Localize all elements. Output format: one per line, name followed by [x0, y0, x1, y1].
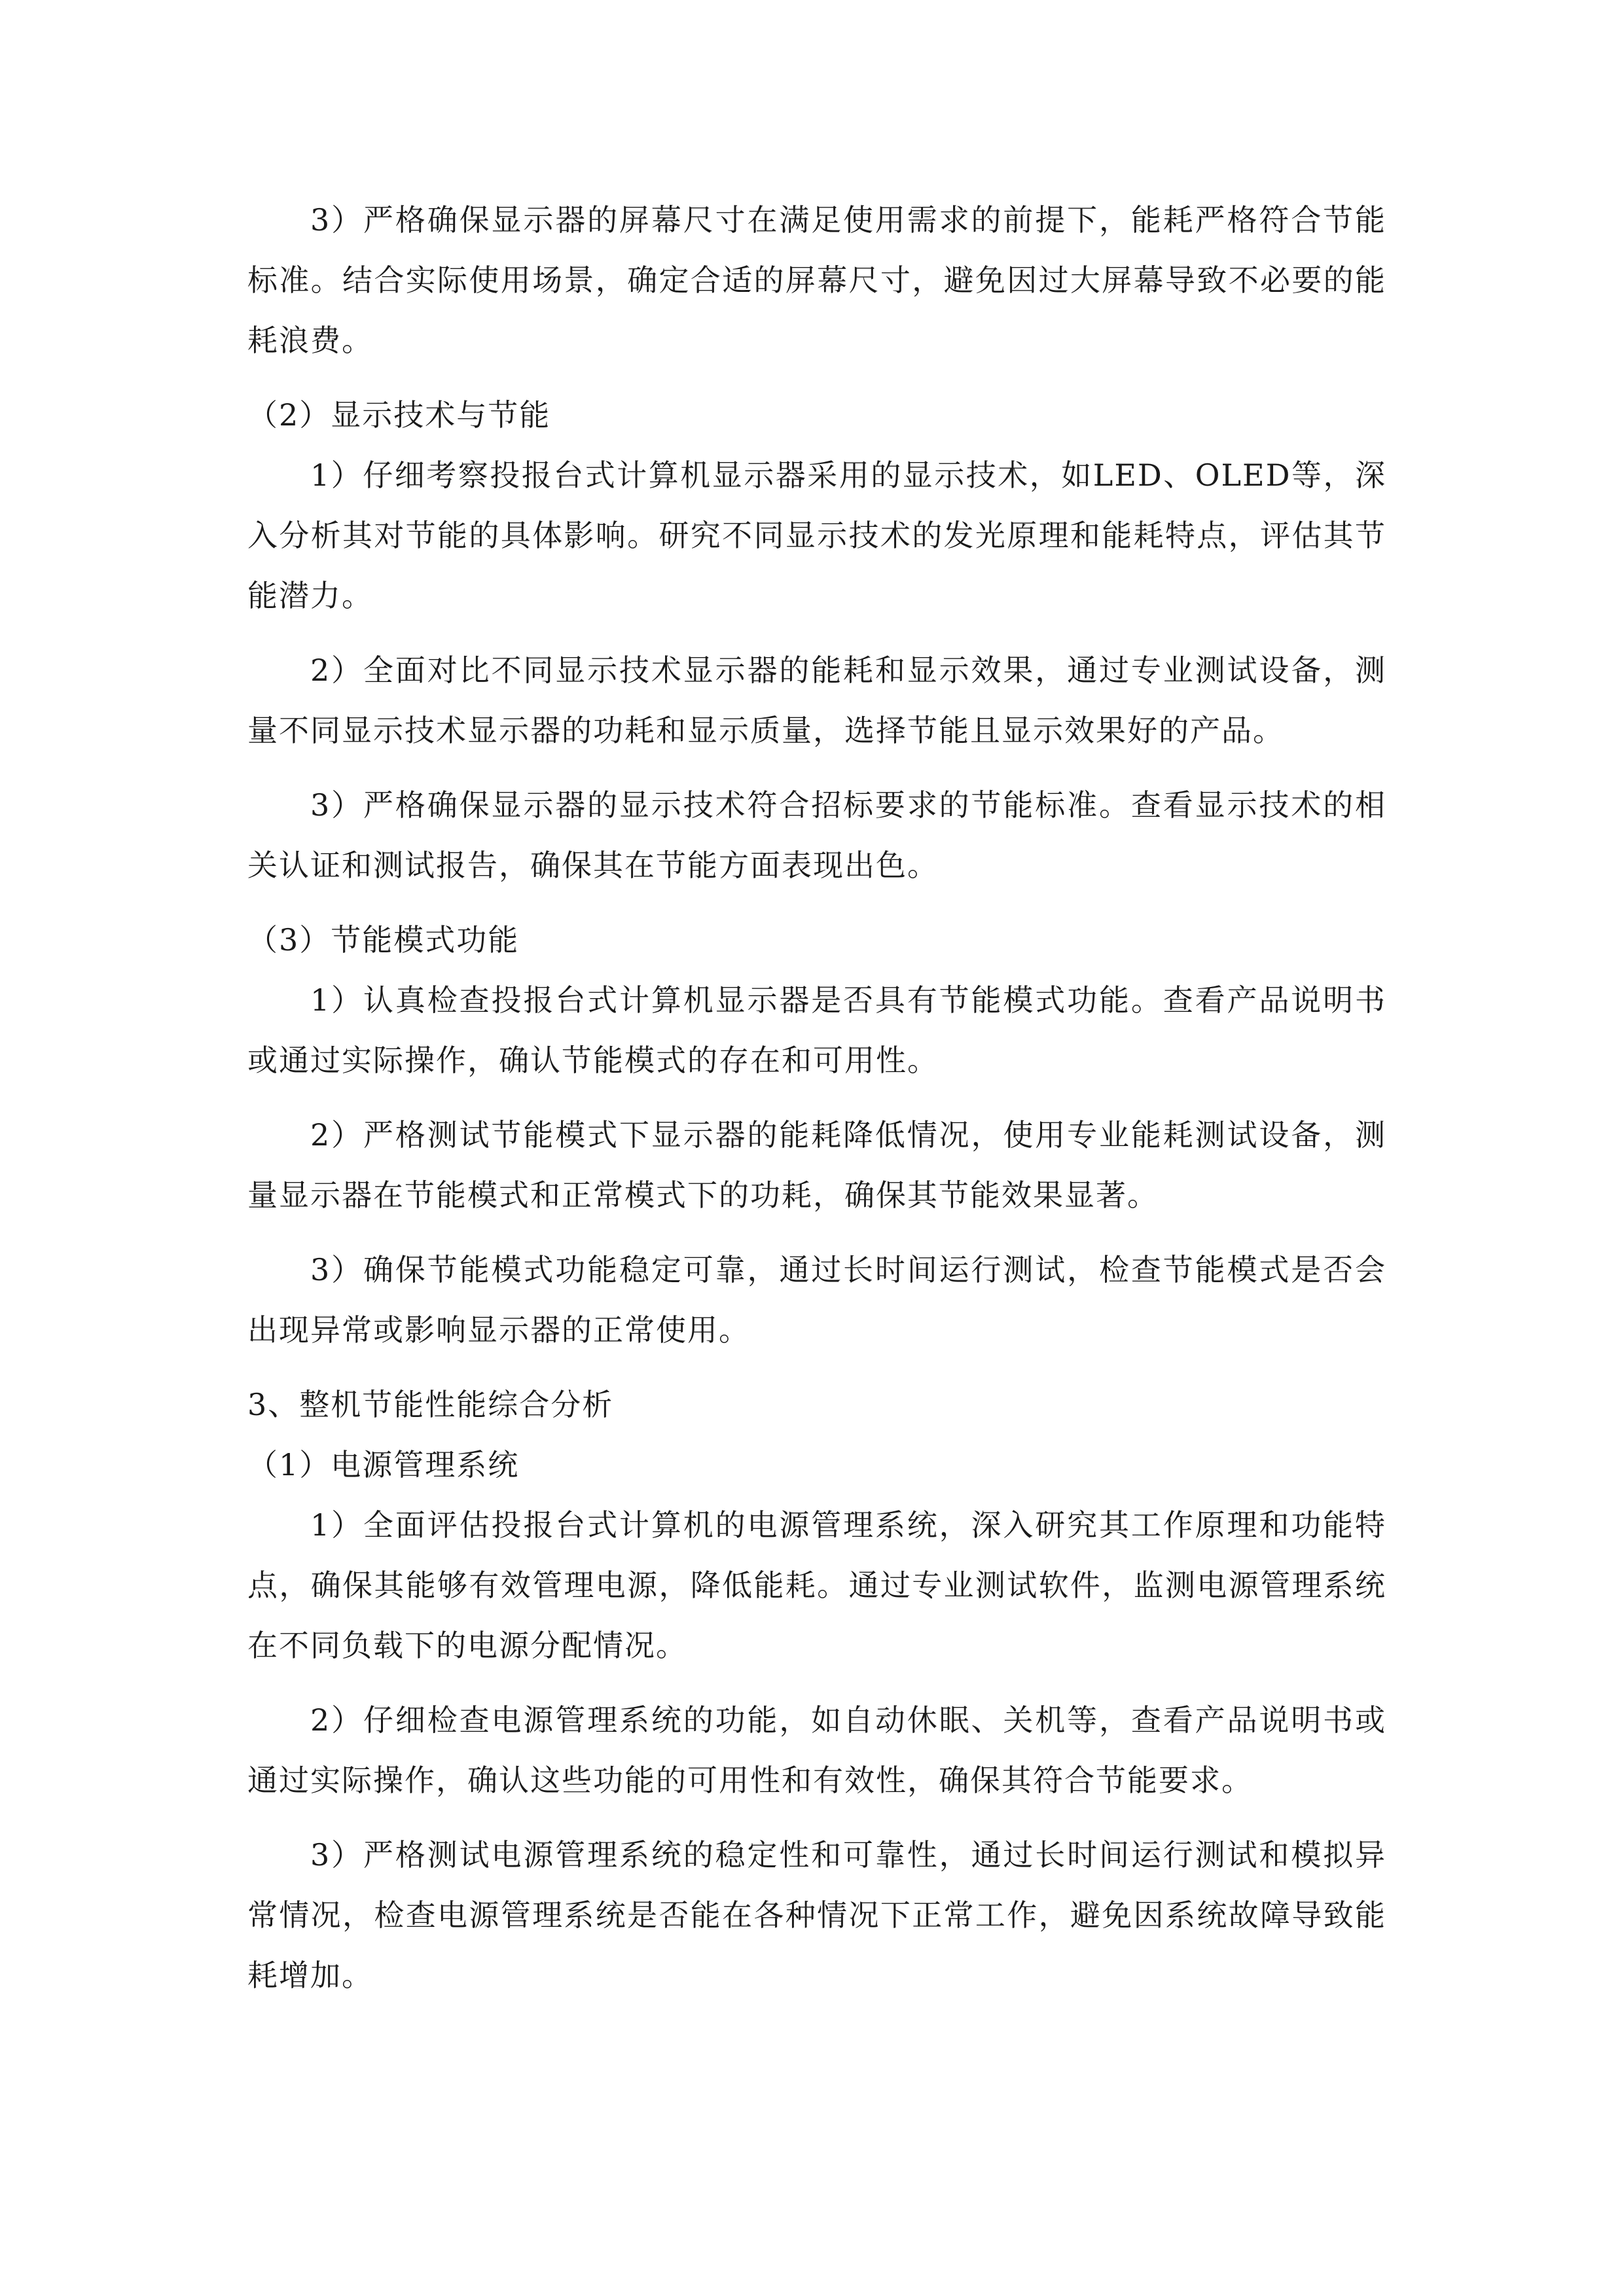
paragraph-display-tech-1: 1）仔细考察投报台式计算机显示器采用的显示技术，如LED、OLED等，深入分析其对节能的具体影响。研究不同显示技术的发光原理和能耗特点，评估其节能潜力。	[247, 457, 1386, 613]
heading-display-tech: （2）显示技术与节能	[247, 397, 551, 433]
paragraph-display-tech-2: 2）全面对比不同显示技术显示器的能耗和显示效果，通过专业测试设备，测量不同显示技术显示器的功耗和显示质量，选择节能且显示效果好的产品。	[247, 653, 1386, 748]
paragraph-power-mgmt-1: 1）全面评估投报台式计算机的电源管理系统，深入研究其工作原理和功能特点，确保其能够有效管理电源，降低能耗。通过专业测试软件，监测电源管理系统在不同负载下的电源分配情况。	[247, 1507, 1386, 1663]
paragraph-power-mgmt-2: 2）仔细检查电源管理系统的功能，如自动休眠、关机等，查看产品说明书或通过实际操作，确认这些功能的可用性和有效性，确保其符合节能要求。	[247, 1702, 1386, 1798]
paragraph-energy-mode-2: 2）严格测试节能模式下显示器的能耗降低情况，使用专业能耗测试设备，测量显示器在节能模式和正常模式下的功耗，确保其节能效果显著。	[247, 1117, 1386, 1213]
section-heading-overall-analysis: 3、整机节能性能综合分析	[247, 1387, 614, 1422]
heading-energy-saving-mode: （3）节能模式功能	[247, 922, 520, 958]
paragraph-display-tech-3: 3）严格确保显示器的显示技术符合招标要求的节能标准。查看显示技术的相关认证和测试报告，确保其在节能方面表现出色。	[247, 787, 1386, 883]
paragraph-power-mgmt-3: 3）严格测试电源管理系统的稳定性和可靠性，通过长时间运行测试和模拟异常情况，检查电源管理系统是否能在各种情况下正常工作，避免因系统故障导致能耗增加。	[247, 1837, 1386, 1993]
heading-power-management: （1）电源管理系统	[247, 1447, 520, 1482]
document-page	[247, 190, 1386, 2020]
paragraph-energy-mode-1: 1）认真检查投报台式计算机显示器是否具有节能模式功能。查看产品说明书或通过实际操作，确认节能模式的存在和可用性。	[247, 982, 1386, 1078]
paragraph-energy-mode-3: 3）确保节能模式功能稳定可靠，通过长时间运行测试，检查节能模式是否会出现异常或影响显示器的正常使用。	[247, 1252, 1386, 1348]
paragraph-screen-size-3: 3）严格确保显示器的屏幕尺寸在满足使用需求的前提下，能耗严格符合节能标准。结合实际使用场景，确定合适的屏幕尺寸，避免因过大屏幕导致不必要的能耗浪费。	[247, 202, 1386, 358]
